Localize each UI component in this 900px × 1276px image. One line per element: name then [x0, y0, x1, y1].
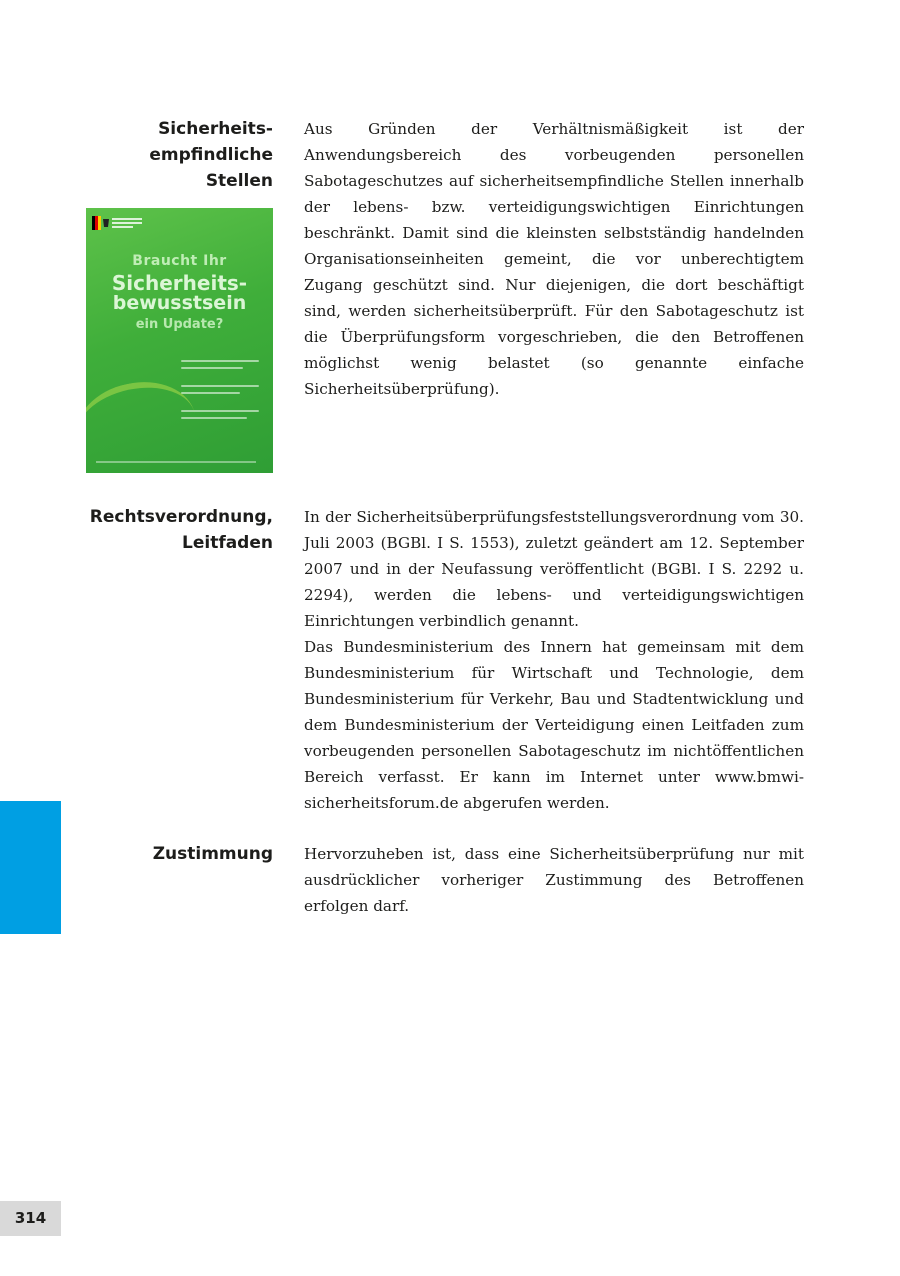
- heading-line: Sicherheits-: [158, 119, 273, 139]
- cover-line-2: Sicherheits-: [111, 271, 248, 295]
- section-text-rechtsverordnung: [304, 504, 804, 816]
- federal-eagle-icon: [92, 216, 110, 230]
- section-text-zustimmung: [304, 841, 804, 919]
- cover-line-4: ein Update?: [135, 317, 224, 332]
- heading-line: Rechtsverordnung,: [89, 507, 273, 527]
- heading-rechtsverordnung-leitfaden: [53, 504, 273, 556]
- paragraph: In der Sicherheitsüberprüfungsfeststellungsverordnung vom 30. Juli 2003 (BGBl. I S. 1553), zuletzt geändert am 12. September 2007 und in der Neufassung veröffentlicht (BGBl. I S. 2292 u. 2294), werden die lebens- und verteidigungswichtigen Einrichtungen verbindlich genannt.: [304, 508, 804, 630]
- heading-sicherheitsempfindliche-stellen: [53, 116, 273, 194]
- cover-line-1: Braucht Ihr: [132, 253, 227, 269]
- chapter-tab: [0, 801, 61, 934]
- paragraph: Hervorzuheben ist, dass eine Sicherheitsüberprüfung nur mit ausdrücklicher vorheriger Zustimmung des Betroffenen erfolgen darf.: [304, 845, 804, 915]
- heading-line: Zustimmung: [152, 844, 273, 864]
- paragraph: Aus Gründen der Verhältnismäßigkeit ist der Anwendungsbereich des vorbeugenden personellen Sabotageschutzes auf sicherheitsempfindliche Stellen innerhalb der lebens- bzw. verteidigungswichtigen Einrichtungen beschränkt. Damit sind die kleinsten selbstständig handelnden Organisationseinheiten gemeint, die vor unberechtigtem Zugang geschützt sind. Nur diejenigen, die dort beschäftigt sind, werden sicherheitsüberprüft. Für den Sabotageschutz ist die Überprüfungsform vorgeschrieben, die den Betroffenen möglichst wenig belastet (so genannte einfache Sicherheitsüberprüfung).: [304, 120, 804, 398]
- heading-zustimmung: [53, 841, 273, 867]
- page-number: 314: [0, 1201, 61, 1236]
- cover-line-3: bewusstsein: [112, 292, 247, 314]
- cover-footer-line: [96, 461, 256, 463]
- heading-line: Stellen: [205, 171, 273, 191]
- ministry-logo-text: [112, 218, 142, 230]
- heading-line: Leitfaden: [182, 533, 273, 553]
- brochure-cover-image: [86, 208, 273, 473]
- heading-line: empfindliche: [149, 145, 273, 165]
- section-text-stellen: [304, 116, 804, 402]
- paragraph: Das Bundesministerium des Innern hat gemeinsam mit dem Bundesministerium für Wirtschaft und Technologie, dem Bundesministerium für Verkehr, Bau und Stadtentwicklung und dem Bundesministerium der Verteidigung einen Leitfaden zum vorbeugenden personellen Sabotageschutz im nichtöffentlichen Bereich verfasst. Er kann im Internet unter www.bmwi-sicherheitsforum.de abgerufen werden.: [304, 638, 804, 812]
